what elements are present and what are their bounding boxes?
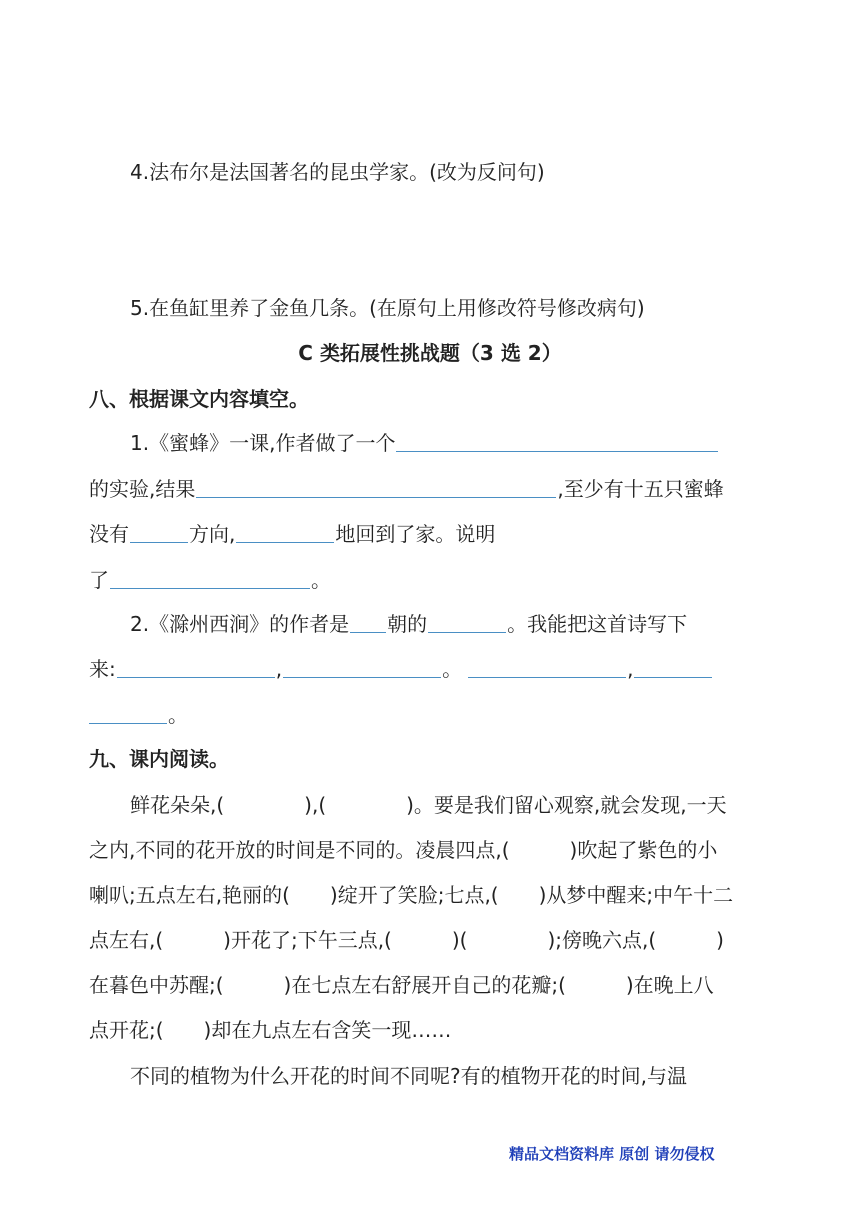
- s8-q1-text-d: 没有: [89, 522, 129, 546]
- s8-q2-line1: [130, 614, 687, 634]
- s8-q2-line3: [89, 705, 188, 725]
- s8-q1-line3: [89, 524, 495, 544]
- blank-poem-line-4b[interactable]: [89, 722, 167, 724]
- blank-poem-line-4a[interactable]: [634, 676, 712, 678]
- blank-author[interactable]: [428, 631, 506, 633]
- passage-line-2: 之内,不同的花开放的时间是不同的。凌晨四点,( )吹起了紫色的小: [89, 838, 718, 862]
- passage-line-4: 点左右,( )开花了;下午三点,( )( );傍晚六点,( ): [89, 928, 724, 952]
- footer-watermark: 精品文档资料库 原创 请勿侵权: [509, 1145, 715, 1163]
- s8-q2-text-b: 朝的: [387, 612, 428, 636]
- passage-line-1: 鲜花朵朵,( ),( )。要是我们留心观察,就会发现,一天: [130, 793, 727, 817]
- blank-manner[interactable]: [236, 541, 334, 543]
- s8-q2-text-d: 来:: [89, 657, 116, 681]
- s8-q1-text-e: 方向,: [189, 522, 236, 546]
- blank-dynasty[interactable]: [350, 631, 386, 633]
- section-c-title: C 类拓展性挑战题（3 选 2）: [298, 341, 562, 365]
- poem-period-1: 。: [442, 657, 463, 681]
- blank-conclusion[interactable]: [110, 587, 310, 589]
- s8-q1-text-a: 1.《蜜蜂》一课,作者做了一个: [130, 431, 396, 455]
- exercise-5: 5.在鱼缸里养了金鱼几条。(在原句上用修改符号修改病句): [130, 296, 645, 320]
- s8-q1-line2: [89, 479, 724, 499]
- passage-line-3: 喇叭;五点左右,艳丽的( )绽开了笑脸;七点,( )从梦中醒来;中午十二: [89, 883, 734, 907]
- s8-q2-text-a: 2.《滁州西涧》的作者是: [130, 612, 350, 636]
- passage-paragraph-2: 不同的植物为什么开花的时间不同呢?有的植物开花的时间,与温: [130, 1064, 687, 1088]
- s8-q1-line1: [130, 433, 719, 453]
- s8-q1-text-h: 。: [311, 568, 331, 592]
- s8-q1-text-g: 了: [89, 568, 109, 592]
- section-8-title: 八、根据课文内容填空。: [89, 387, 309, 411]
- section-9-title: 九、课内阅读。: [89, 747, 229, 771]
- blank-experiment[interactable]: [396, 450, 718, 452]
- blank-poem-line-2[interactable]: [283, 676, 441, 678]
- passage-line-5: 在暮色中苏醒;( )在七点左右舒展开自己的花瓣;( )在晚上八: [89, 973, 714, 997]
- exercise-4: 4.法布尔是法国著名的昆虫学家。(改为反问句): [130, 160, 545, 184]
- s8-q1-text-c: ,至少有十五只蜜蜂: [557, 477, 724, 501]
- blank-result[interactable]: [196, 496, 556, 498]
- blank-poem-line-3[interactable]: [468, 676, 626, 678]
- s8-q1-text-b: 的实验,结果: [89, 477, 196, 501]
- poem-period-2: 。: [168, 703, 188, 727]
- s8-q1-line4: [89, 570, 331, 590]
- s8-q2-text-c: 。我能把这首诗写下: [507, 612, 688, 636]
- s8-q1-text-f: 地回到了家。说明: [335, 522, 496, 546]
- poem-comma-1: ,: [275, 657, 283, 681]
- blank-direction[interactable]: [130, 541, 188, 543]
- s8-q2-line2: [89, 659, 713, 679]
- passage-line-6: 点开花;( )却在九点左右含笑一现……: [89, 1018, 452, 1042]
- poem-comma-2: ,: [627, 657, 634, 681]
- blank-poem-line-1[interactable]: [117, 676, 275, 678]
